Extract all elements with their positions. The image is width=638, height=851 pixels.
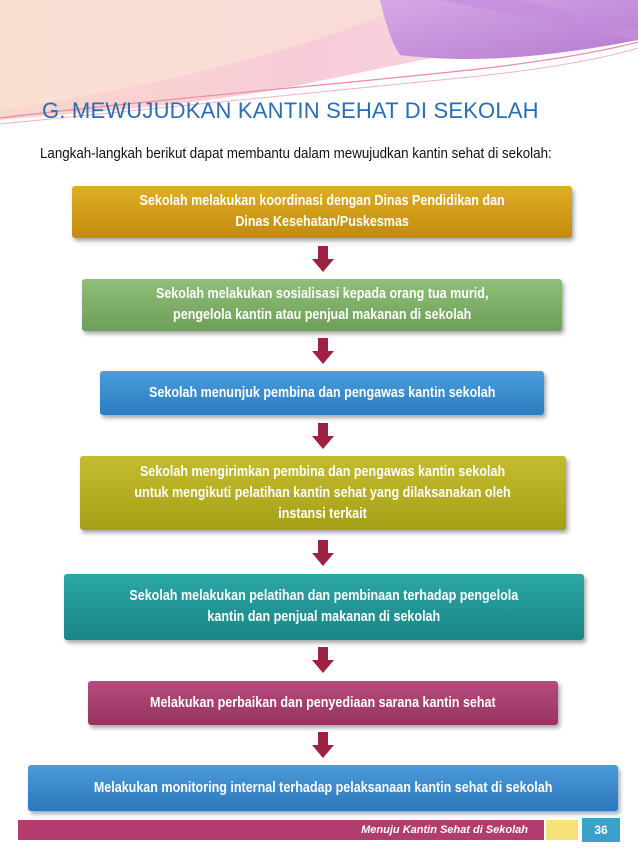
- step-3-box: [100, 371, 544, 415]
- step-2-line-2: pengelola kantin atau penjual makanan di sekolah: [172, 307, 472, 323]
- arrow-down-icon: [312, 423, 334, 449]
- step-5-box: [64, 574, 584, 640]
- step-1-line-2: Dinas Kesehatan/Puskesmas: [235, 214, 409, 230]
- footer-bar: [18, 820, 544, 840]
- step-4-line-2: untuk mengikuti pelatihan kantin sehat yang dilaksanakan oleh: [134, 484, 512, 501]
- step-5-line-1: Sekolah melakukan pelatihan dan pembinaan terhadap pengelola: [129, 588, 519, 604]
- arrow-down-icon: [312, 732, 334, 758]
- footer-accent: [546, 820, 578, 840]
- step-2-box: [82, 279, 562, 331]
- intro-text: Langkah-langkah berikut dapat membantu dalam mewujudkan kantin sehat di sekolah:: [40, 146, 552, 162]
- step-7-line-1: Melakukan monitoring internal terhadap pelaksanaan kantin sehat di sekolah: [93, 779, 553, 796]
- step-4-line-1: Sekolah mengirimkan pembina dan pengawas kantin sekolah: [140, 463, 506, 480]
- step-6-line-1: Melakukan perbaikan dan penyediaan sarana kantin sehat: [150, 694, 496, 711]
- footer-text: Menuju Kantin Sehat di Sekolah: [361, 824, 528, 836]
- step-2-line-1: Sekolah melakukan sosialisasi kepada orang tua murid,: [155, 286, 489, 302]
- arrow-down-icon: [312, 246, 334, 272]
- arrow-down-icon: [312, 647, 334, 673]
- step-4-box: [80, 456, 566, 530]
- step-1-line-1: Sekolah melakukan koordinasi dengan Dinas Pendidikan dan: [139, 193, 505, 209]
- arrow-down-icon: [312, 540, 334, 566]
- step-4-line-3: instansi terkait: [278, 505, 368, 522]
- step-6-box: [88, 681, 558, 725]
- step-7-box: [28, 765, 618, 811]
- page-title: G. MEWUJUDKAN KANTIN SEHAT DI SEKOLAH: [42, 98, 539, 123]
- step-1-box: [72, 186, 572, 238]
- step-3-line-1: Sekolah menunjuk pembina dan pengawas kantin sekolah: [148, 384, 496, 401]
- arrow-down-icon: [312, 338, 334, 364]
- page-number: 36: [582, 818, 620, 842]
- step-5-line-2: kantin dan penjual makanan di sekolah: [207, 609, 441, 625]
